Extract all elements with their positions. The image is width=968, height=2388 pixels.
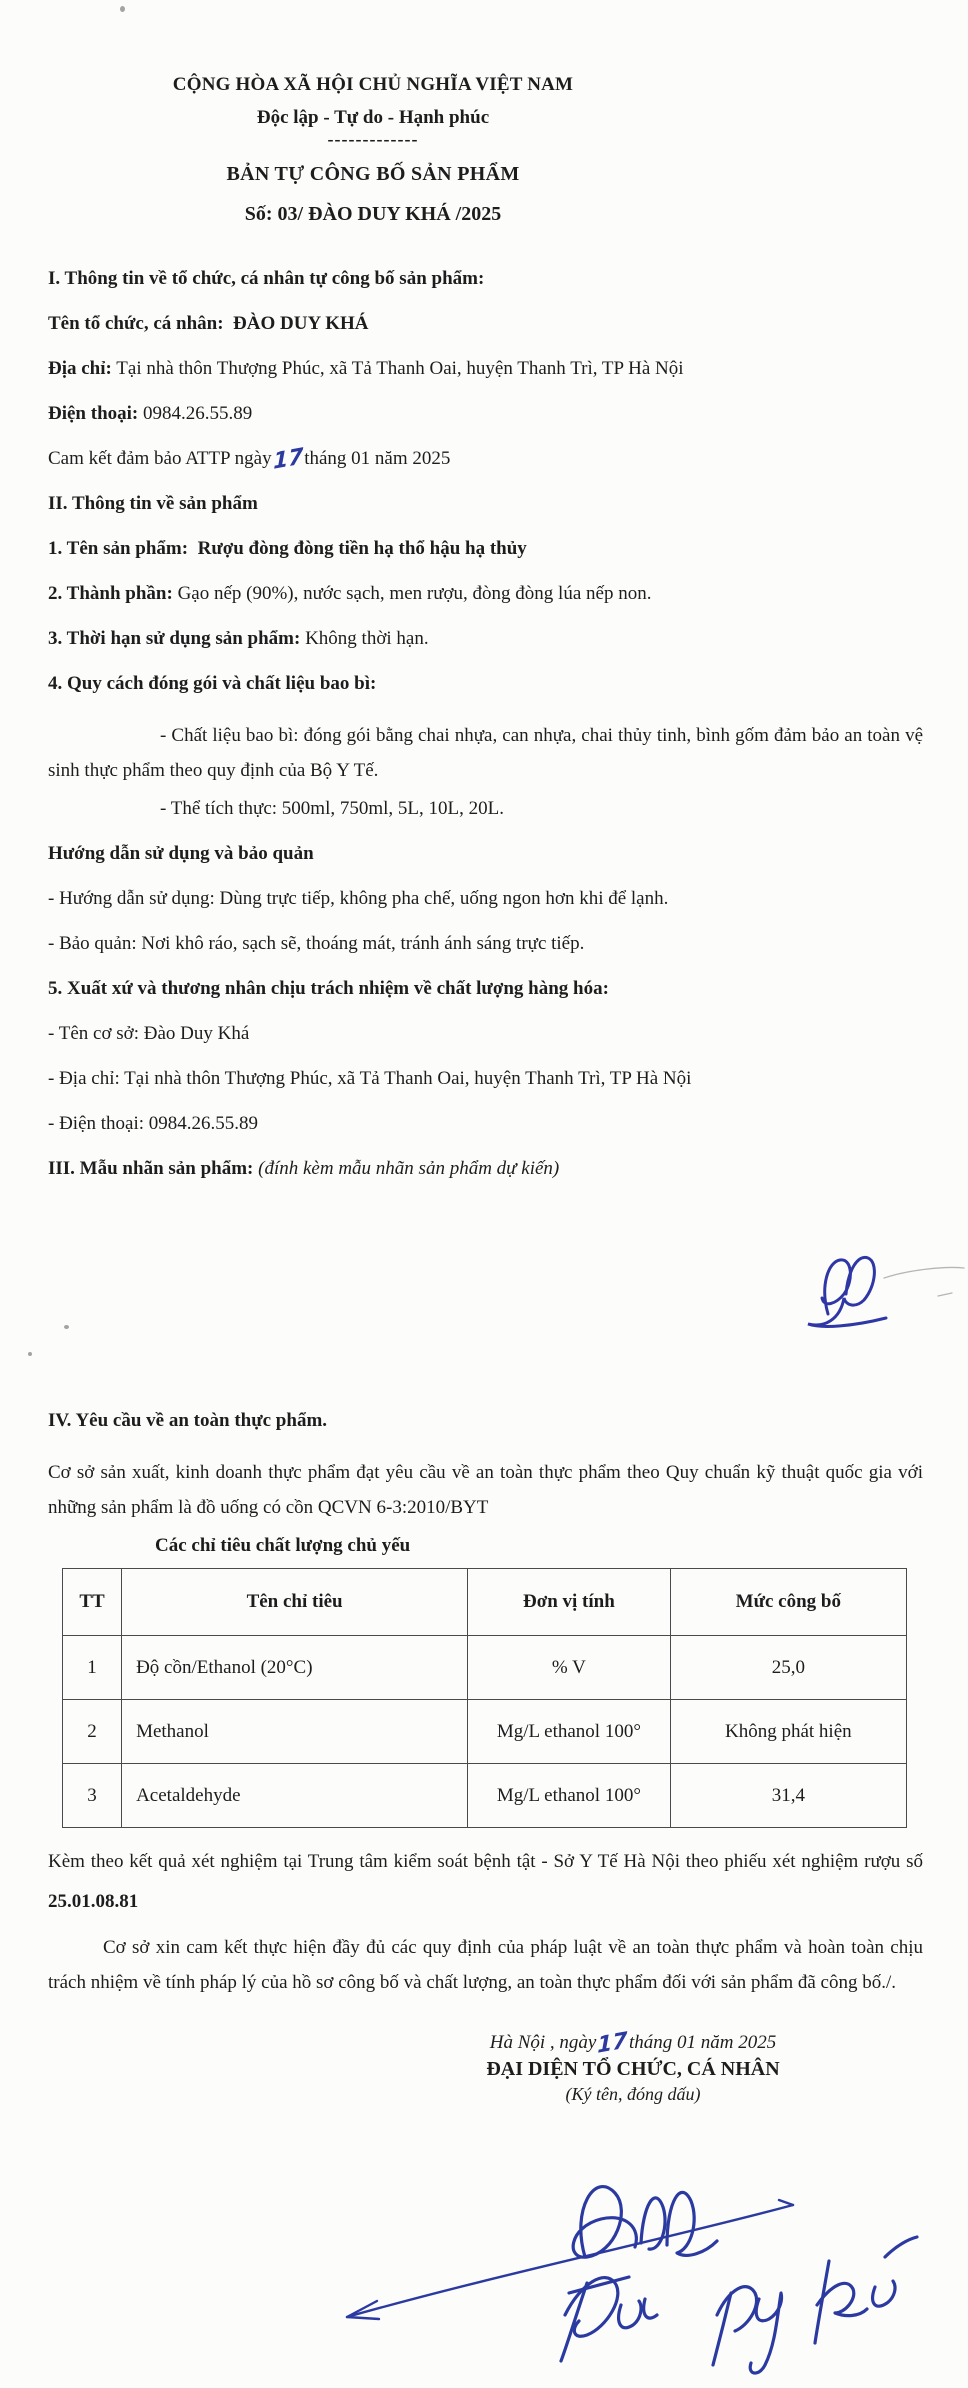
org-line: [48, 313, 923, 334]
initial-signature-icon: [792, 1238, 967, 1338]
section-iv-heading: IV. Yêu cầu về an toàn thực phẩm.: [48, 1410, 328, 1431]
usage-heading: Hướng dẫn sử dụng và bảo quản: [48, 843, 314, 864]
scan-speck: [64, 1325, 69, 1329]
attp-commit-line: [48, 444, 923, 475]
col-header-criterion: Tên chỉ tiêu: [122, 1569, 468, 1636]
cell-criterion: Methanol: [122, 1700, 468, 1764]
quality-criteria-table: [62, 1568, 907, 1828]
cell-level: 31,4: [670, 1764, 906, 1828]
cell-unit: Mg/L ethanol 100°: [468, 1700, 671, 1764]
facility-address-line: - Địa chỉ: Tại nhà thôn Thượng Phúc, xã Tả Thanh Oai, huyện Thanh Trì, TP Hà Nội: [48, 1068, 692, 1089]
phone-value: 0984.26.55.89: [143, 403, 253, 424]
volumes-line: - Thể tích thực: 500ml, 750ml, 5L, 10L, 20L.: [160, 798, 504, 819]
national-motto: Độc lập - Tự do - Hạnh phúc: [256, 107, 490, 128]
cell-level: 25,0: [670, 1636, 906, 1700]
product-line: [48, 538, 923, 559]
packaging-heading: 4. Quy cách đóng gói và chất liệu bao bì:: [48, 673, 377, 694]
sign-seal-note: (Ký tên, đóng dấu): [565, 2084, 701, 2104]
col-header-unit: Đơn vị tính: [468, 1569, 671, 1636]
date-text-before: Hà Nội , ngày: [489, 2032, 597, 2053]
handwritten-day: 17: [597, 2028, 628, 2059]
packaging-material: - Chất liệu bao bì: đóng gói bằng chai nhựa, can nhựa, chai thủy tinh, bình gốm đảm bảo an toàn vệ sinh thực phẩm theo quy định của Bộ Y Tế.: [48, 725, 923, 781]
section-iii-heading: III. Mẫu nhãn sản phẩm:: [48, 1158, 254, 1179]
cell-criterion: Độ cồn/Ethanol (20°C): [122, 1636, 468, 1700]
shelf-life-line: [48, 628, 923, 649]
facility-line: - Tên cơ sở: Đào Duy Khá: [48, 1023, 250, 1044]
document-header: [48, 74, 698, 226]
cell-tt: 3: [63, 1764, 122, 1828]
section-iii-line: [48, 1158, 923, 1179]
attp-text-after: tháng 01 năm 2025: [304, 448, 451, 469]
lab-report-number: 25.01.08.81: [48, 1891, 139, 1912]
table-row: [63, 1764, 907, 1828]
representative-title: ĐẠI DIỆN TỔ CHỨC, CÁ NHÂN: [486, 2058, 780, 2080]
phone-label: Điện thoại:: [48, 403, 139, 424]
usage-line: - Hướng dẫn sử dụng: Dùng trực tiếp, không pha chế, uống ngon hơn khi để lạnh.: [48, 888, 669, 909]
table-header-row: [63, 1569, 907, 1636]
lab-note-text: Kèm theo kết quả xét nghiệm tại Trung tâm kiểm soát bệnh tật - Sở Y Tế Hà Nội theo phiếu xét nghiệm rượu số: [48, 1851, 923, 1872]
criteria-title: Các chỉ tiêu chất lượng chủ yếu: [155, 1535, 411, 1556]
facility-phone-line: - Điện thoại: 0984.26.55.89: [48, 1113, 259, 1134]
date-text-after: tháng 01 năm 2025: [628, 2032, 777, 2053]
cell-level: Không phát hiện: [670, 1700, 906, 1764]
place-date-line: [403, 2028, 863, 2059]
address-label: Địa chỉ:: [48, 358, 112, 379]
col-header-tt: TT: [63, 1569, 122, 1636]
storage-line: - Bảo quản: Nơi khô ráo, sạch sẽ, thoáng mát, tránh ánh sáng trực tiếp.: [48, 933, 585, 954]
table-row: [63, 1700, 907, 1764]
commitment-paragraph: Cơ sở xin cam kết thực hiện đầy đủ các quy định của pháp luật về an toàn thực phẩm và hoàn toàn chịu trách nhiệm về tính pháp lý của hồ sơ công bố và chất lượng, an toàn thực phẩm đối với sản phẩm đã công bố./.: [48, 1937, 923, 1993]
ingredients-label: 2. Thành phần:: [48, 583, 173, 604]
lab-result-note: [48, 1842, 923, 1922]
phone-line: [48, 403, 923, 424]
section-ii-heading: II. Thông tin về sản phẩm: [48, 493, 258, 514]
scan-speck: [120, 6, 125, 12]
document-number: Số: 03/ ĐÀO DUY KHÁ /2025: [244, 203, 502, 225]
col-header-level: Mức công bố: [670, 1569, 906, 1636]
section-i-heading: I. Thông tin về tổ chức, cá nhân tự công bố sản phẩm:: [48, 268, 485, 289]
ingredients-line: [48, 583, 923, 604]
document-title: BẢN TỰ CÔNG BỐ SẢN PHẨM: [226, 163, 520, 185]
product-name: Rượu đòng đòng tiền hạ thổ hậu hạ thủy: [197, 538, 527, 559]
cell-unit: Mg/L ethanol 100°: [468, 1764, 671, 1828]
cell-tt: 2: [63, 1700, 122, 1764]
section-iv-body: Cơ sở sản xuất, kinh doanh thực phẩm đạt yêu cầu về an toàn thực phẩm theo Quy chuẩn kỹ thuật quốc gia với những sản phẩm là đồ uống có cồn QCVN 6-3:2010/BYT: [48, 1462, 923, 1518]
cell-criterion: Acetaldehyde: [122, 1764, 468, 1828]
scan-speck: [28, 1352, 32, 1356]
cell-tt: 1: [63, 1636, 122, 1700]
attp-text-before: Cam kết đảm bảo ATTP ngày: [48, 448, 272, 469]
shelf-label: 3. Thời hạn sử dụng sản phẩm:: [48, 628, 301, 649]
product-label: 1. Tên sản phẩm:: [48, 538, 189, 559]
republic-title: CỘNG HÒA XÃ HỘI CHỦ NGHĨA VIỆT NAM: [172, 74, 574, 95]
section-iii-note: (đính kèm mẫu nhãn sản phẩm dự kiến): [258, 1158, 560, 1179]
cell-unit: % V: [468, 1636, 671, 1700]
address-value: Tại nhà thôn Thượng Phúc, xã Tả Thanh Oai, huyện Thanh Trì, TP Hà Nội: [116, 358, 684, 379]
origin-heading: 5. Xuất xứ và thương nhân chịu trách nhiệm về chất lượng hàng hóa:: [48, 978, 609, 999]
handwritten-day: 17: [272, 444, 303, 475]
org-name: ĐÀO DUY KHÁ: [233, 313, 369, 334]
address-line: [48, 358, 923, 379]
ingredients-value: Gạo nếp (90%), nước sạch, men rượu, đòng đòng lúa nếp non.: [177, 583, 652, 604]
shelf-value: Không thời hạn.: [305, 628, 429, 649]
main-signature-icon: [285, 2165, 945, 2380]
table-row: [63, 1636, 907, 1700]
header-separator: -------------: [327, 129, 419, 149]
signoff-block: [403, 2030, 863, 2106]
org-label: Tên tổ chức, cá nhân:: [48, 313, 224, 334]
